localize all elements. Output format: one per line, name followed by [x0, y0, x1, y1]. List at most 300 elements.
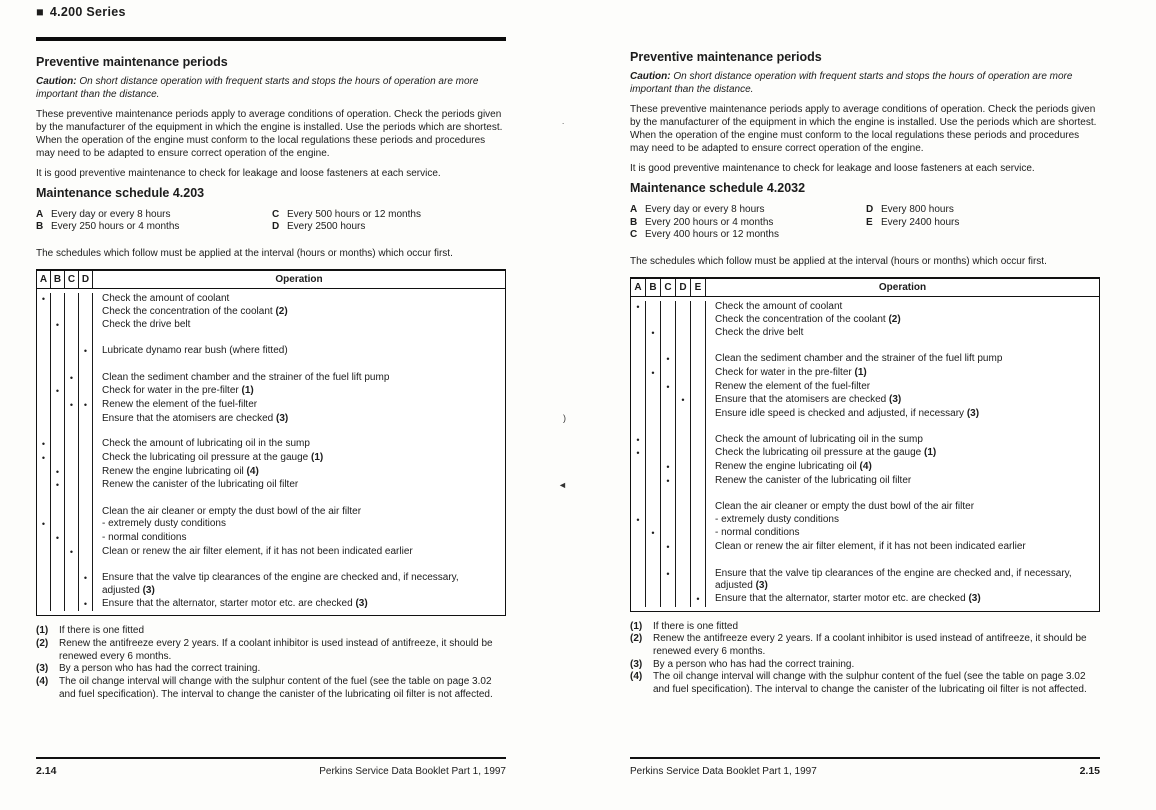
mark-cell-d [676, 514, 691, 528]
footnote-number: (4) [36, 676, 49, 688]
schedule-key-letter: C [630, 229, 638, 240]
table-row [37, 319, 505, 333]
table-row [631, 421, 1099, 434]
mark-cell-d [676, 301, 691, 315]
mark-cell-d [676, 327, 691, 341]
bullet-mark: • [69, 546, 74, 557]
schedule-key-text: Every 2400 hours [881, 216, 960, 228]
mark-cell-a [631, 301, 646, 315]
mark-cell-c [65, 293, 79, 307]
mark-cell-d [676, 341, 691, 354]
mark-cell-a [37, 333, 51, 346]
mark-cell-d [676, 568, 691, 593]
operation-cell: Clean the air cleaner or empty the dust bowl of the air filter [715, 501, 975, 512]
mark-cell-c [65, 399, 79, 413]
operation-cell: Ensure that the alternator, starter motor etc. are checked (3) [715, 592, 981, 604]
mark-cell-c [65, 479, 79, 493]
mark-cell-a [631, 341, 646, 354]
operation-column-header: Operation [275, 273, 323, 285]
schedule-key-letter: D [272, 221, 280, 232]
mark-cell-e [691, 421, 706, 434]
mark-cell-b [646, 408, 661, 421]
mark-cell-b [646, 434, 661, 448]
mark-cell-c [65, 413, 79, 426]
schedule-key-item [866, 204, 959, 217]
mark-cell-a [37, 413, 51, 426]
mark-cell-d [676, 475, 691, 489]
booklet-title: Perkins Service Data Booklet Part 1, 1997 [319, 766, 506, 777]
mark-cell-c [65, 572, 79, 597]
operation-cell: Check for water in the pre-filter (1) [715, 367, 867, 378]
footnote [630, 621, 1100, 634]
mark-cell-d [79, 293, 93, 307]
mark-cell-d [676, 367, 691, 381]
table-header-row [631, 279, 1099, 297]
table-row [37, 345, 505, 359]
page-right [630, 0, 1100, 810]
column-header-d: D [79, 271, 93, 288]
schedule-key-text: Every day or every 8 hours [645, 204, 765, 215]
operation-cell: Clean the sediment chamber and the strainer of the fuel lift pump [102, 371, 390, 383]
mark-cell-b [51, 479, 65, 493]
mark-cell-a [631, 568, 646, 593]
mark-cell-b [51, 560, 65, 573]
table-row [37, 479, 505, 493]
mark-cell-b [51, 319, 65, 333]
mark-cell-c [661, 475, 676, 489]
schedule-key-item [630, 229, 866, 242]
mark-cell-a [631, 434, 646, 448]
mark-cell-c [661, 541, 676, 555]
mark-cell-e [691, 394, 706, 408]
mark-cell-d [79, 372, 93, 386]
mark-cell-e [691, 314, 706, 327]
mark-cell-a [37, 518, 51, 532]
mark-cell-b [646, 514, 661, 528]
mark-cell-a [631, 514, 646, 528]
maintenance-table [630, 277, 1100, 612]
schedule-key-text: Every 250 hours or 4 months [51, 221, 180, 232]
mark-cell-b [51, 518, 65, 532]
mark-cell-e [691, 434, 706, 448]
mark-cell-b [646, 381, 661, 395]
bullet-mark: • [55, 386, 60, 397]
interval-note: The schedules which follow must be applied at the interval (hours or months) which occur first. [36, 247, 453, 259]
mark-cell-b [646, 421, 661, 434]
bullet-mark: • [636, 448, 640, 459]
bullet-mark: • [681, 395, 685, 406]
page-left [36, 0, 506, 810]
mark-cell-c [65, 372, 79, 386]
mark-cell-b [51, 452, 65, 466]
mark-cell-d [676, 488, 691, 501]
table-row [37, 372, 505, 386]
bullet-mark: • [83, 346, 88, 357]
operation-cell: Renew the engine lubricating oil (4) [715, 460, 872, 472]
operation-cell: Check the drive belt [715, 326, 804, 338]
mark-cell-e [691, 527, 706, 541]
mark-cell-b [646, 568, 661, 593]
mark-cell-d [79, 319, 93, 333]
mark-cell-e [691, 501, 706, 514]
mark-cell-a [631, 408, 646, 421]
mark-cell-c [661, 394, 676, 408]
mark-cell-a [37, 359, 51, 372]
operation-cell: Ensure that the valve tip clearances of the engine are checked and, if necessary, adjusted (3) [715, 567, 1072, 592]
mark-cell-c [661, 314, 676, 327]
mark-cell-a [37, 466, 51, 480]
mark-cell-a [631, 555, 646, 568]
mark-cell-e [691, 327, 706, 341]
mark-cell-e [691, 475, 706, 489]
mark-cell-c [65, 466, 79, 480]
bullet-mark: • [666, 542, 670, 553]
table-row [631, 353, 1099, 367]
mark-cell-c [65, 532, 79, 546]
footnote-number: (3) [630, 658, 643, 670]
schedule-key-item [272, 209, 421, 222]
table-row [37, 518, 505, 532]
caution-text: On short distance operation with frequent starts and stops the hours of operation are more important than the distance. [36, 75, 479, 100]
table-row [631, 475, 1099, 489]
footnote-text: The oil change interval will change with the sulphur content of the fuel (see the table on page 3.02 and fuel specification). The interval to change the canister of the lubricating oil filter is not affected. [59, 676, 493, 700]
table-row [37, 333, 505, 346]
mark-cell-b [51, 385, 65, 399]
mark-cell-d [676, 447, 691, 461]
operation-cell: Renew the canister of the lubricating oil filter [715, 474, 912, 486]
table-row [631, 447, 1099, 461]
mark-cell-a [37, 479, 51, 493]
mark-cell-a [631, 541, 646, 555]
mark-cell-a [37, 452, 51, 466]
mark-cell-b [646, 555, 661, 568]
mark-cell-c [661, 501, 676, 514]
footnotes [630, 621, 1100, 697]
table-row [631, 394, 1099, 408]
mark-cell-b [51, 306, 65, 319]
mark-cell-a [37, 572, 51, 597]
schedule-key-letter: C [272, 208, 280, 220]
mark-cell-c [65, 560, 79, 573]
mark-cell-a [37, 426, 51, 439]
mark-cell-a [37, 372, 51, 386]
bullet-mark: • [55, 480, 60, 491]
footnote-number: (2) [630, 633, 643, 645]
page-footer [36, 757, 506, 778]
mark-cell-a [631, 461, 646, 475]
mark-cell-c [661, 341, 676, 354]
table-row [631, 593, 1099, 607]
operation-cell: - normal conditions [715, 527, 800, 539]
footnote-number: (2) [36, 638, 49, 649]
operation-cell [93, 359, 505, 372]
bullet-mark: • [666, 461, 670, 472]
table-row [631, 568, 1099, 593]
operation-cell: Lubricate dynamo rear bush (where fitted) [102, 345, 288, 357]
bullet-mark: • [69, 372, 74, 383]
operation-cell [93, 493, 505, 506]
operation-cell: Ensure that the alternator, starter motor etc. are checked (3) [102, 597, 368, 609]
mark-cell-a [37, 546, 51, 560]
schedule-key-column-right [272, 209, 421, 234]
table-row [631, 327, 1099, 341]
mark-cell-b [646, 501, 661, 514]
schedule-key-letter: A [630, 204, 638, 215]
mark-cell-a [631, 447, 646, 461]
schedule-title: Maintenance schedule 4.2032 [630, 181, 806, 195]
operation-cell [93, 426, 505, 439]
page-title: Preventive maintenance periods [630, 50, 822, 64]
mark-cell-e [691, 514, 706, 528]
footnote-text: The oil change interval will change with the sulphur content of the fuel (see the table on page 3.02 and fuel specification). The interval to change the canister of the lubricating oil filter is not affected. [653, 671, 1087, 696]
mark-cell-b [51, 532, 65, 546]
operation-cell: - normal conditions [102, 532, 187, 544]
column-header-c: C [661, 279, 676, 296]
mark-cell-d [676, 541, 691, 555]
caution-label: Caution: [630, 71, 671, 82]
mark-cell-a [631, 527, 646, 541]
mark-cell-c [65, 359, 79, 372]
mark-cell-c [661, 421, 676, 434]
schedule-key-column-left [36, 209, 272, 234]
mark-cell-e [691, 461, 706, 475]
column-header-b: B [646, 279, 661, 296]
mark-cell-d [79, 572, 93, 597]
mark-cell-c [661, 593, 676, 607]
mark-cell-d [79, 546, 93, 560]
table-row [631, 434, 1099, 448]
mark-cell-d [676, 461, 691, 475]
scan-artifact: . [562, 117, 565, 126]
page-number: 2.14 [36, 765, 57, 777]
caution-text: On short distance operation with frequent starts and stops the hours of operation are more important than the distance. [630, 71, 1073, 95]
mark-cell-a [37, 293, 51, 307]
bullet-mark: • [83, 573, 88, 584]
bullet-mark: • [651, 327, 655, 338]
footnote-text: If there is one fitted [59, 625, 145, 637]
scan-artifact: ) [563, 413, 566, 423]
bullet-mark: • [651, 528, 655, 539]
table-row [631, 514, 1099, 528]
table-row [37, 546, 505, 560]
table-row [37, 560, 505, 573]
schedule-key-item [36, 221, 272, 234]
bullet-mark: • [666, 381, 670, 392]
bullet-mark: • [666, 568, 670, 579]
footnote-text: Renew the antifreeze every 2 years. If a coolant inhibitor is used instead of antifreeze, it should be renewed every 6 months. [59, 638, 493, 662]
mark-cell-a [37, 399, 51, 413]
table-row [37, 293, 505, 307]
schedule-key-text: Every 2500 hours [287, 221, 366, 232]
table-row [37, 532, 505, 546]
mark-cell-c [661, 527, 676, 541]
mark-cell-b [646, 461, 661, 475]
mark-cell-a [631, 327, 646, 341]
caution-label: Caution: [36, 75, 77, 87]
operation-cell: Check the amount of lubricating oil in the sump [715, 433, 923, 445]
page-number: 2.15 [1079, 765, 1100, 777]
booklet-title: Perkins Service Data Booklet Part 1, 1997 [630, 766, 817, 777]
mark-cell-d [79, 598, 93, 612]
mark-cell-e [691, 447, 706, 461]
mark-cell-a [631, 394, 646, 408]
footnote [36, 676, 506, 701]
schedule-key-letter: B [36, 221, 44, 232]
mark-cell-a [37, 385, 51, 399]
mark-cell-c [661, 514, 676, 528]
mark-cell-a [631, 314, 646, 327]
mark-cell-b [51, 572, 65, 597]
mark-cell-d [676, 434, 691, 448]
operation-cell: - extremely dusty conditions [102, 518, 226, 530]
mark-cell-c [661, 434, 676, 448]
table-header-row [37, 271, 505, 289]
mark-cell-d [79, 359, 93, 372]
mark-cell-d [79, 385, 93, 399]
table-row [631, 381, 1099, 395]
operation-cell: Clean the sediment chamber and the strainer of the fuel lift pump [715, 353, 1003, 365]
mark-cell-b [646, 353, 661, 367]
operation-column-header: Operation [878, 281, 927, 293]
mark-cell-c [661, 408, 676, 421]
mark-cell-c [65, 452, 79, 466]
mark-cell-c [661, 327, 676, 341]
footnote [630, 659, 1100, 672]
footnote [36, 638, 506, 663]
mark-cell-d [79, 426, 93, 439]
mark-cell-e [691, 367, 706, 381]
mark-cell-d [676, 421, 691, 434]
schedule-key-item [36, 209, 272, 222]
bullet-mark: • [83, 400, 88, 411]
operation-cell: - extremely dusty conditions [715, 513, 839, 525]
footnote [630, 633, 1100, 658]
operation-cell: Ensure that the atomisers are checked (3) [715, 394, 902, 406]
mark-cell-d [79, 518, 93, 532]
table-row [37, 598, 505, 612]
page-footer [630, 757, 1100, 778]
mark-cell-d [79, 333, 93, 346]
mark-cell-a [631, 353, 646, 367]
schedule-key-text: Every 400 hours or 12 months [645, 229, 779, 240]
bullet-mark: • [69, 400, 74, 411]
schedule-key-letter: D [866, 204, 874, 215]
schedule-key-text: Every 200 hours or 4 months [645, 216, 774, 228]
mark-cell-d [79, 506, 93, 519]
bullet-mark: • [55, 319, 60, 330]
schedule-key-letter: B [630, 216, 638, 228]
table-row [631, 408, 1099, 421]
column-header-a: A [631, 279, 646, 296]
mark-cell-e [691, 568, 706, 593]
mark-cell-c [65, 493, 79, 506]
mark-cell-c [65, 345, 79, 359]
operation-cell: Renew the engine lubricating oil (4) [102, 465, 259, 477]
mark-cell-a [631, 381, 646, 395]
table-row [631, 541, 1099, 555]
schedule-key-letter: A [36, 208, 44, 220]
operation-cell: Check the drive belt [102, 318, 191, 330]
schedule-key-text: Every 500 hours or 12 months [287, 208, 421, 220]
mark-cell-e [691, 353, 706, 367]
mark-cell-b [646, 447, 661, 461]
table-row [631, 341, 1099, 354]
mark-cell-a [631, 488, 646, 501]
mark-cell-a [37, 345, 51, 359]
table-row [631, 555, 1099, 568]
operation-cell [706, 421, 1099, 434]
table-row [631, 367, 1099, 381]
mark-cell-d [79, 452, 93, 466]
bullet-mark: • [651, 368, 655, 378]
mark-cell-c [661, 488, 676, 501]
operation-cell: Ensure that the valve tip clearances of the engine are checked and, if necessary, adjusted (3) [102, 572, 459, 596]
scan-artifact: ◄ [558, 480, 567, 490]
mark-cell-d [676, 555, 691, 568]
mark-cell-c [661, 367, 676, 381]
bullet-mark: • [636, 434, 640, 445]
mark-cell-d [676, 314, 691, 327]
mark-cell-b [51, 372, 65, 386]
mark-cell-a [631, 501, 646, 514]
operation-cell: Clean or renew the air filter element, if it has not been indicated earlier [715, 541, 1026, 553]
mark-cell-e [691, 408, 706, 421]
operation-cell [706, 488, 1099, 501]
mark-cell-a [631, 475, 646, 489]
mark-cell-d [79, 438, 93, 452]
operation-cell: Renew the element of the fuel-filter [715, 380, 871, 392]
caution-note [630, 70, 1100, 96]
bullet-mark: • [636, 301, 640, 312]
mark-cell-a [37, 598, 51, 612]
schedule-key-text: Every 800 hours [881, 204, 954, 215]
operation-cell [706, 341, 1099, 354]
mark-cell-c [661, 381, 676, 395]
operation-cell: Clean or renew the air filter element, if it has not been indicated earlier [102, 545, 413, 557]
bullet-mark: • [666, 475, 670, 486]
mark-cell-c [661, 568, 676, 593]
column-header-c: C [65, 271, 79, 288]
footnote-number: (4) [630, 671, 643, 683]
table-row [37, 306, 505, 319]
series-header [36, 5, 506, 22]
mark-cell-b [646, 341, 661, 354]
mark-cell-e [691, 301, 706, 315]
schedule-title: Maintenance schedule 4.203 [36, 185, 205, 200]
bullet-mark: • [41, 293, 46, 304]
service-paragraph: It is good preventive maintenance to check for leakage and loose fasteners at each service. [36, 167, 441, 179]
mark-cell-b [646, 527, 661, 541]
mark-cell-b [51, 546, 65, 560]
caution-note [36, 75, 506, 101]
mark-cell-c [65, 518, 79, 532]
operation-cell: Check the amount of lubricating oil in the sump [102, 438, 310, 450]
operation-cell: Clean the air cleaner or empty the dust bowl of the air filter [102, 505, 362, 517]
mark-cell-b [646, 593, 661, 607]
series-square-icon: ■ [36, 5, 44, 19]
mark-cell-c [661, 555, 676, 568]
mark-cell-e [691, 593, 706, 607]
mark-cell-c [65, 426, 79, 439]
mark-cell-d [79, 306, 93, 319]
mark-cell-b [51, 426, 65, 439]
mark-cell-a [631, 593, 646, 607]
mark-cell-d [676, 394, 691, 408]
mark-cell-d [676, 408, 691, 421]
mark-cell-e [691, 541, 706, 555]
footnote-text: By a person who has had the correct training. [653, 658, 855, 670]
mark-cell-e [691, 488, 706, 501]
